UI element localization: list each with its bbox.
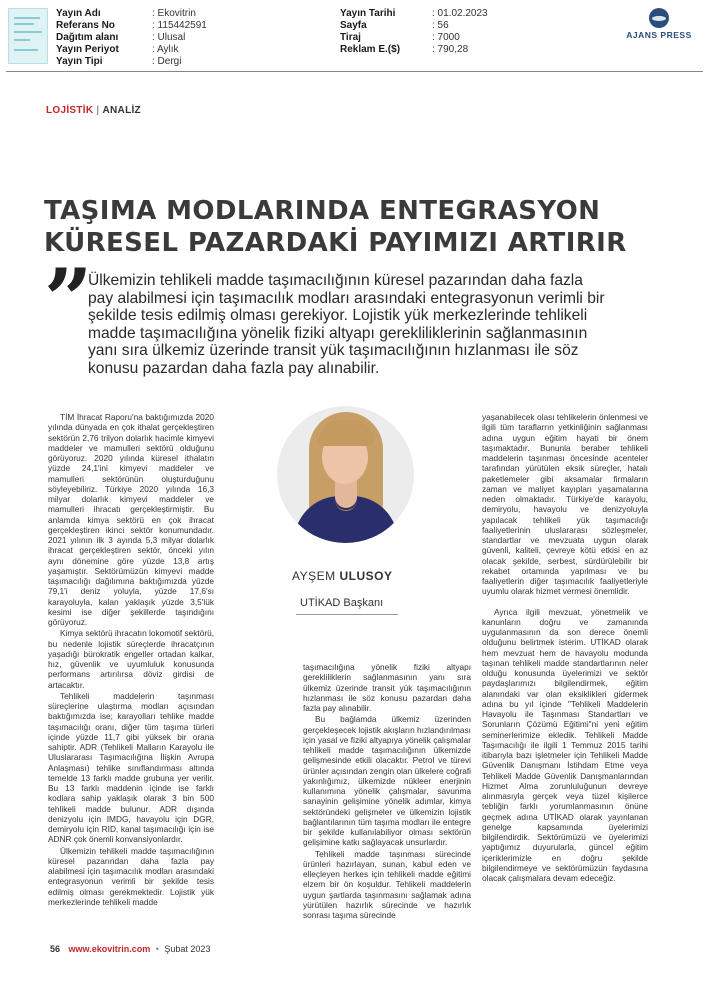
meta-value: : 56: [432, 20, 449, 31]
ajans-press-logo: [621, 8, 697, 40]
article-title: [44, 195, 664, 259]
author-first-name: AYŞEM: [292, 569, 336, 583]
meta-label: Yayın Adı: [56, 8, 101, 19]
meta-value: : Ulusal: [152, 32, 186, 43]
body-column-3: [482, 412, 648, 884]
header-divider: [6, 71, 703, 72]
meta-label: Referans No: [56, 20, 115, 31]
meta-value: : 7000: [432, 32, 460, 43]
body-paragraph: TİM İhracat Raporu'na baktığımızda 2020 yılında dünyada en çok ithalat gerçekleştiren sektörün 2,76 trilyon dolarlık hacimle kimyevi maddeler ve mamulleri sektörü olduğunu görüyoruz. 2020 yılında küresel ithalatın yüzde 24,1'ini kimyevi maddeler ve mamulleri sektörünün oluşturduğunu söyleyebiliriz. Türkiye 2020 yılında 16,3 milyar dolarlık kimyevi maddeler ve mamulleri ihracatı gerçekleştirmiştir. Bu anlamda kimya sektörü en çok ihracat gerçekleştiren ikinci sektör konumundadır. 2021 yılının ilk 3 ayında 5,3 milyar dolarlık ihracat gerçekleştiren sektör, önceki yılın aynı dönemine göre yüzde 13,8 artış yaşamıştır. Sektörümüzün kimyevi madde taşımacılığı dağılımına baktığımızda yüzde 79,1'i deniz yoluyla, yüzde 17,6'sı karayoluyla, kalan yaklaşık yüzde 3,5'lük kesimi ise diğer şekillerde taşındığını görüyoruz.: [48, 412, 214, 627]
author-org: UTİKAD: [300, 597, 341, 609]
meta-sayfa: [340, 20, 449, 32]
meta-label: Yayın Tipi: [56, 56, 103, 67]
author-title: [300, 597, 383, 609]
press-clipping-header: [0, 0, 709, 72]
article-title-line-2: KÜRESEL PAZARDAKİ PAYIMIZI ARTIRIR: [44, 228, 627, 258]
meta-tiraj: [340, 32, 460, 44]
meta-yayin-adi: [56, 8, 196, 20]
section-label: [46, 105, 141, 116]
body-paragraph: Tehlikeli maddelerin taşınması süreçlerine ulaştırma modları açısından baktığımızda ise; karayolları tehlike madde taşımacılığı oranı, diğer tüm taşıma türleri içinde yüzde 11,7 gibi yüksek bir orana sahiptir. ADR (Tehlikeli Malların Karayolu ile Uluslararası Taşımacılığına İlişkin Avrupa Anlaşması) tehlike sınıflandırması altında temelde 13 farklı madde grubuna yer verilir. Bu 13 farklı maddenin içinde ise farklı kodlara sahip yaklaşık olarak 3 bin 500 tehlikeli madde bulunur. ADR dışında denizyolu için IMDG, havayolu için DGR, demiryolu için RID, kanal taşımacılığı için ise ADNR çok önemli konvansiyonlardır.: [48, 690, 214, 845]
meta-value: : 790,28: [432, 44, 469, 55]
body-paragraph: Bu bağlamda ülkemiz üzerinden gerçekleşecek lojistik akışların hızlandırılması için yasal ve fiziki altyapıya yönelik çalışmalar tehlikeli madde taşımacılığının ülkemizde gelişmesinde etkili olacaktır. Petrol ve türevi ürünler açısından zengin olan ülkelere coğrafi yakınlığımız, ülkemizde nükleer enerjinin kullanımına yönelik çalışmalar, savunma sanayinin gelişimine yönelik adımlar, kimya sektöründeki gelişmeler ve ülkemizin lojistik bağlantılarının tüm taşıma modları ile entegre bir şekilde kullanılabiliyor olması sektörün gelişimine katkı sağlayacak unsurlardır.: [303, 714, 471, 848]
section-type: ANALİZ: [102, 105, 141, 116]
author-photo: [277, 406, 414, 543]
author-last-name: ULUSOY: [339, 569, 393, 583]
meta-label: Tiraj: [340, 32, 361, 43]
section-category: LOJİSTİK: [46, 105, 94, 116]
body-paragraph: Tehlikeli madde taşınması sürecinde ürünleri hazırlayan, sunan, kabul eden ve elleçleyen herkes için tehlikeli madde eğitimi elzem bir ön koşuldur. Tehlikeli maddelerin uygun şartlarda taşınmasını sağlamak adına yürütülen hazırlık sürecinde ve hazırlık sonrası taşıma sürecinde: [303, 848, 471, 920]
meta-yayin-tipi: [56, 56, 182, 68]
ajans-press-globe-icon: [649, 8, 669, 28]
meta-value: : Aylık: [152, 44, 179, 55]
meta-yayin-periyot: [56, 44, 179, 56]
article-lead: Ülkemizin tehlikeli madde taşımacılığının küresel pazarından daha fazla pay alabilmesi için taşımacılık modları arasındaki entegrasyonun verimli bir şekilde tesis edilmiş olması gerekiyor. Lojistik yük merkezlerinde tehlikeli madde taşımacılığına yönelik fiziki altyapı gerekliliklerinin sağlanmasının yanı sıra ülkemiz üzerinde transit yük taşımacılığının hızlanması ile söz konusu pazardan daha fazla pay alınabilir.: [88, 272, 605, 377]
body-paragraph: Ayrıca ilgili mevzuat, yönetmelik ve kanunların doğru ve zamanında uygulanmasının da son derece önemli olduğunu belirtmek isterim. UTİKAD olarak hem mevzuat hem de havayolu modunda taşınan tehlikeli madde standartlarının neler olduğu konusunda üyelerimizi ve sektör paydaşlarımızı bilgilendirmek, eğitim alanındaki var olan eksiklikleri gidermek adına bu yıl içinde "Tehlikeli Maddelerin Havayolu ile Taşınması Standartları ve Sorunların Çözümü Eğitimi"ni yeni eğitim seminerlerimize ekledik. Tehlikeli Madde Taşımacılığı ile ilgili 1 Temmuz 2015 tarihi itibarıyla bazı işletmeler için Tehlikeli Madde Güvenlik Danışmanı İstihdam Etme veya Tehlikeli Madde Güvenlik Danışmanlarından Hizmet Alma zorunluluğunun devreye alınmasıyla gerçek veya tüzel kişilerce tebliğin farklı yorumlanmasının önüne geçmek adına UTİKAD olarak yayınlanan genelge kapsamında üyelerimizi bilgilendirdik. Sektörümüzü ve üyelerimizi yaptığımız duyurularla, güncel eğitim içeriklerimizle en doğru şekilde bilgilendirmeye ve sektörümüzün faydasına olacak çalışmalara devam edeceğiz.: [482, 606, 648, 883]
meta-value: : Ekovitrin: [152, 8, 196, 19]
section-separator: |: [96, 105, 100, 116]
meta-dagitim-alani: [56, 32, 186, 44]
footer-website: www.ekovitrin.com: [68, 944, 151, 954]
page-footer: [50, 944, 210, 954]
meta-value: : 115442591: [152, 20, 207, 31]
author-divider: [296, 614, 398, 615]
article-title-line-1: TAŞIMA MODLARINDA ENTEGRASYON: [44, 196, 601, 226]
author-photo-fringe: [318, 420, 374, 446]
body-paragraph: taşımacılığına yönelik fiziki altyapı gerekliliklerin sağlanmasının yanı sıra ülkemiz üzerinde transit yük taşımacılığının hızlanması ile söz konusu pazardan daha fazla pay alınabilir.: [303, 662, 471, 713]
meta-yayin-tarihi: [340, 8, 488, 20]
meta-label: Yayın Periyot: [56, 44, 119, 55]
body-paragraph: yaşanabilecek olası tehlikelerin önlenmesi ve ilgili tüm taraflarrın yetkinliğinin sağlanması adına uygun eğitim hayati bir önem taşımaktadır. Bununla beraber tehlikeli maddelerin taşınması öncesinde acenteler tarafından yürütülen eksik süreçler, hatalı paketlemeler gibi aksamalar firmaların zaman ve maliyet kayıpları yaşamalarına neden olmaktadır. Türkiye'de karayolu, demiryolu, havayolu ve denizyoluyla yapılacak tehlikeli yük taşımacılığı faaliyetlerinin uluslararası sözleşmeler, standartlar ve mevzuata uygun olarak güvenli, kaliteli, çevreye kötü etkisi en az olacak şekilde, serbest, sürdürülebilir bir rekabet ortamında yapılması ve bu faaliyetlerin diğer taşımacılık faaliyetleriyle uyumlu olarak hizmet vermesi önemlidir.: [482, 412, 648, 597]
meta-label: Sayfa: [340, 20, 367, 31]
author-name: [292, 569, 392, 583]
meta-label: Yayın Tarihi: [340, 8, 396, 19]
author-role: Başkanı: [343, 597, 384, 609]
page-number: 56: [50, 944, 61, 954]
body-paragraph: Ülkemizin tehlikeli madde taşımacılığının küresel pazarından daha fazla pay alabilmesi için taşımacılık modları arasındaki entegrasyonun verimli bir şekilde tesis edilmiş olması gerekmektedir. Lojistik yük merkezlerinde tehlikeli madde: [48, 845, 214, 907]
footer-date: Şubat 2023: [164, 944, 211, 954]
body-column-2: [303, 662, 471, 921]
ajans-press-wordmark: AJANS PRESS: [626, 30, 692, 40]
meta-value: : Dergi: [152, 56, 182, 67]
quote-mark-icon: ”: [44, 250, 93, 349]
meta-value: : 01.02.2023: [432, 8, 488, 19]
meta-label: Reklam E.($): [340, 44, 401, 55]
meta-label: Dağıtım alanı: [56, 32, 119, 43]
body-paragraph: Kimya sektörü ihracatın lokomotif sektörü, bu nedenle lojistik süreçlerde ihracatçının yaşadığı bürokratik engeller ortadan kalkar, hız, güvenlik ve uyumluluk konusunda performans artırılırsa döviz girdisi de artacaktır.: [48, 628, 215, 690]
publication-thumbnail: [8, 8, 48, 64]
footer-separator: •: [155, 944, 159, 954]
meta-referans-no: [56, 20, 207, 32]
meta-reklam: [340, 44, 469, 56]
body-column-1: [48, 412, 214, 908]
